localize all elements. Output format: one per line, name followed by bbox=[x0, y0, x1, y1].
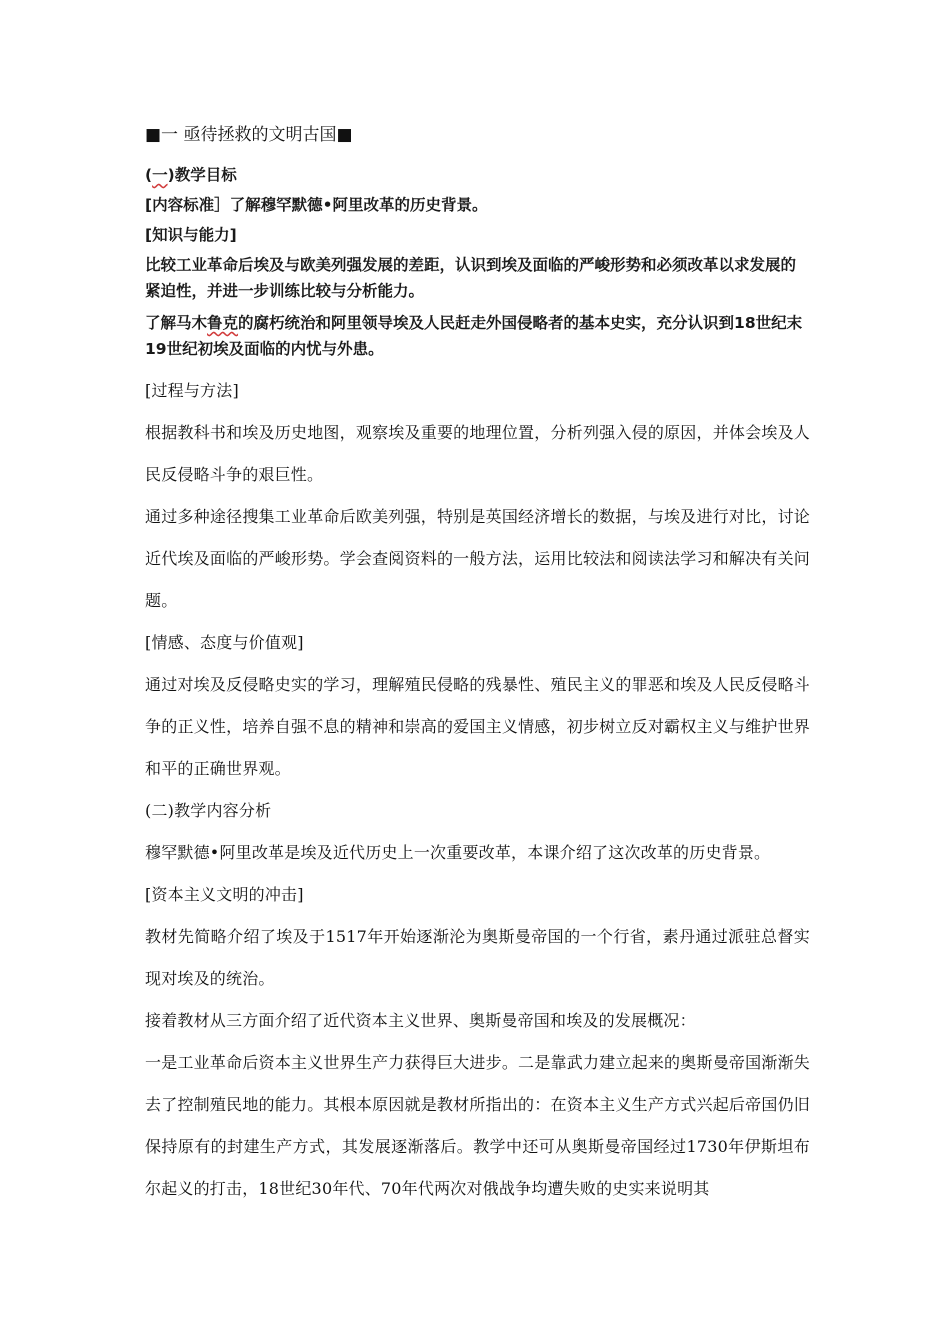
knowledge-paragraph-1: 比较工业革命后埃及与欧美列强发展的差距，认识到埃及面临的严峻形势和必须改革以求发展的紧迫性，并进一步训练比较与分析能力。 bbox=[145, 256, 797, 300]
body-paragraph: 教材先简略介绍了埃及于1517年开始逐渐沦为奥斯曼帝国的一个行省，素丹通过派驻总督实现对埃及的统治。 bbox=[145, 927, 810, 988]
body-paragraph: 穆罕默德•阿里改革是埃及近代历史上一次重要改革，本课介绍了这次改革的历史背景。 bbox=[145, 843, 771, 862]
heading-prefix: ( bbox=[145, 166, 153, 184]
lesson-title: ■一 亟待拯救的文明古国■ bbox=[145, 125, 353, 145]
document-body bbox=[145, 120, 810, 1210]
body-paragraph: 通过多种途径搜集工业革命后欧美列强，特别是英国经济增长的数据，与埃及进行对比，讨论近代埃及面临的严峻形势。学会查阅资料的一般方法，运用比较法和阅读法学习和解决有关问题。 bbox=[145, 507, 810, 610]
process-method-heading: [过程与方法] bbox=[145, 381, 239, 400]
body-paragraph: 一是工业革命后资本主义世界生产力获得巨大进步。二是靠武力建立起来的奥斯曼帝国渐渐失去了控制殖民地的能力。其根本原因就是教材所指出的：在资本主义生产方式兴起后帝国仍旧保持原有的封建生产方式，其发展逐渐落后。教学中还可从奥斯曼帝国经过1730年伊斯坦布尔起义的打击，18世纪30年代、70年代两次对俄战争均遭失败的史实来说明其 bbox=[145, 1053, 810, 1198]
body-paragraph: 通过对埃及反侵略史实的学习，理解殖民侵略的残暴性、殖民主义的罪恶和埃及人民反侵略斗争的正义性，培养自强不息的精神和崇高的爱国主义情感，初步树立反对霸权主义与维护世界和平的正确世界观。 bbox=[145, 675, 810, 778]
heading-wavy-char: 一 bbox=[152, 166, 168, 184]
knowledge-ability-heading: [知识与能力] bbox=[145, 226, 237, 244]
body-paragraph: 根据教科书和埃及历史地图，观察埃及重要的地理位置，分析列强入侵的原因，并体会埃及人民反侵略斗争的艰巨性。 bbox=[145, 423, 810, 484]
emotion-attitude-heading: [情感、态度与价值观] bbox=[145, 633, 304, 652]
knowledge-paragraph-2 bbox=[145, 310, 810, 362]
capitalism-impact-heading: [资本主义文明的冲击] bbox=[145, 885, 304, 904]
content-standard-line: [内容标准］了解穆罕默德•阿里改革的历史背景。 bbox=[145, 196, 488, 214]
heading-suffix: )教学目标 bbox=[167, 166, 237, 184]
section-heading-objectives bbox=[145, 162, 810, 188]
scanned-objectives-block bbox=[145, 162, 810, 362]
knowledge-p2-wavy: 鲁克 bbox=[207, 314, 239, 332]
body-paragraph: 接着教材从三方面介绍了近代资本主义世界、奥斯曼帝国和埃及的发展概况： bbox=[145, 1011, 696, 1030]
knowledge-p2-prefix: 了解马木 bbox=[145, 314, 208, 332]
knowledge-p2-suffix: 的腐朽统治和阿里领导埃及人民赶走外国侵略者的基本史实，充分认识到18世纪末19世纪初埃及面临的内忧与外患。 bbox=[145, 314, 803, 358]
content-analysis-heading: (二)教学内容分析 bbox=[145, 801, 272, 820]
